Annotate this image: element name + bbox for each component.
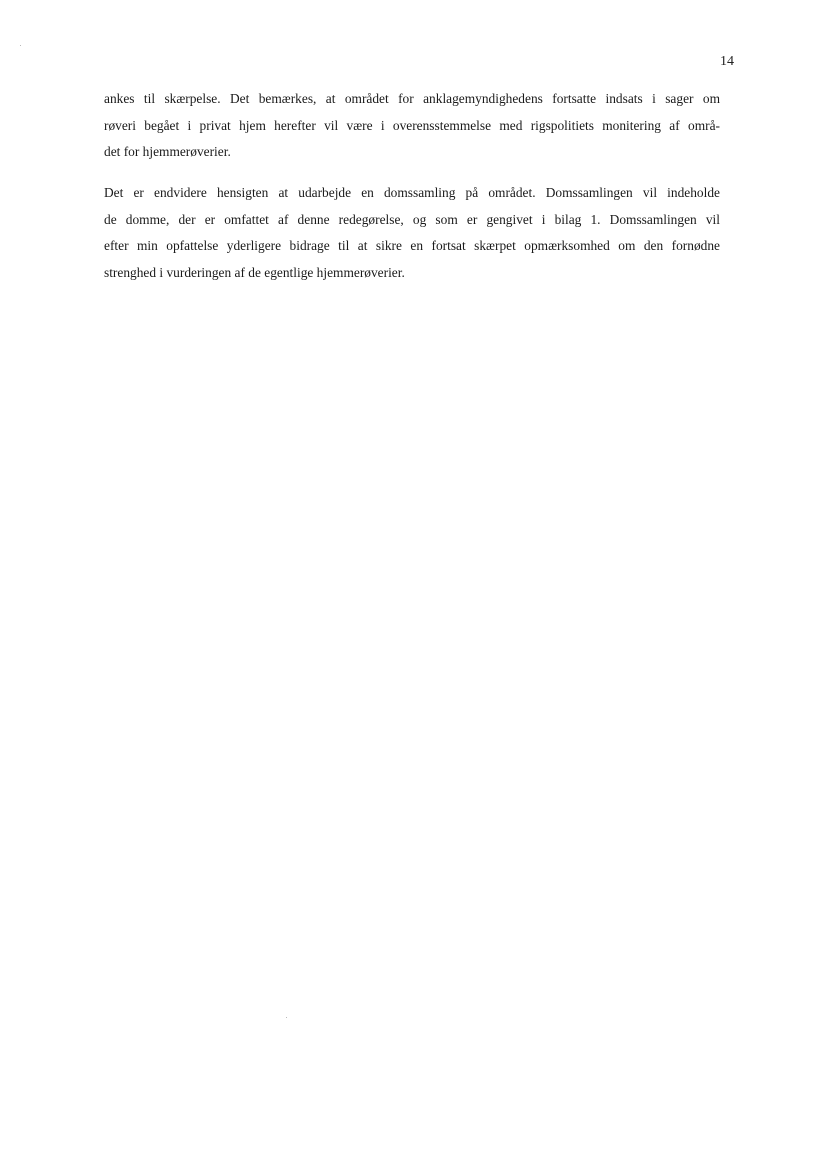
page-number: 14 bbox=[720, 54, 734, 69]
body-paragraph bbox=[104, 180, 720, 286]
paragraph-line: strenghed i vurderingen af de egentlige hjemmerøverier. bbox=[104, 264, 405, 280]
paragraph-line: de domme, der er omfattet af denne redegørelse, og som er gengivet i bilag 1. Domssamlingen vil bbox=[104, 211, 720, 227]
body-paragraph bbox=[104, 86, 720, 166]
paragraph-line: efter min opfattelse yderligere bidrage til at sikre en fortsat skærpet opmærksomhed om den fornødne bbox=[104, 238, 720, 253]
scan-speck bbox=[20, 45, 21, 46]
paragraph-line: røveri begået i privat hjem herefter vil være i overensstemmelse med rigspolitiets monitering af områ- bbox=[104, 117, 720, 133]
scan-speck bbox=[286, 1017, 287, 1018]
paragraph-line: Det er endvidere hensigten at udarbejde en domssamling på området. Domssamlingen vil indeholde bbox=[104, 185, 720, 200]
paragraph-line: ankes til skærpelse. Det bemærkes, at området for anklagemyndighedens fortsatte indsats i sager om bbox=[104, 91, 720, 106]
paragraph-line: det for hjemmerøverier. bbox=[104, 144, 231, 159]
